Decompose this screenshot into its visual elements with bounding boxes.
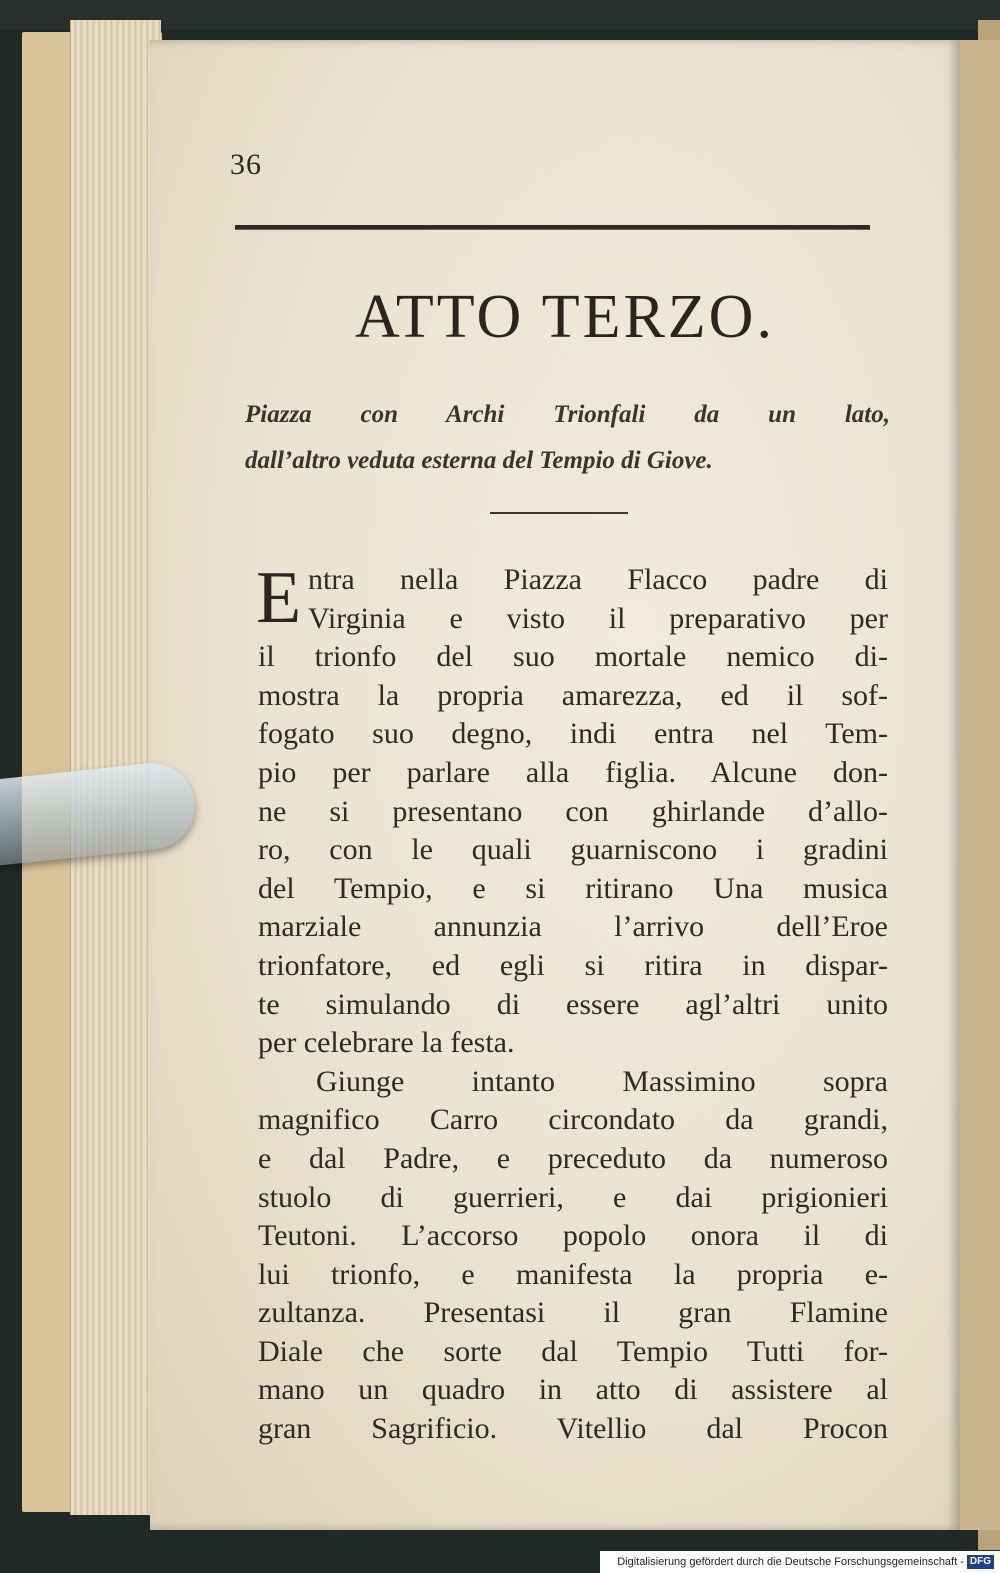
text-line: pio per parlare alla figlia. Alcune don- [258,755,888,789]
text-line: Diale che sorte dal Tempio Tutti for- [258,1334,888,1368]
text-line: Teutoni. L’accorso popolo onora il di [258,1219,888,1253]
text-line: stuolo di guerrieri, e dai prigionieri [258,1180,888,1214]
text-line: ro, con le quali guarniscono i gradini [258,833,888,867]
text-line: magnifico Carro circondato da grandi, [258,1103,888,1137]
scene-line: dall’altro veduta esterna del Tempio di Giove. [245,447,713,474]
text-line: ne si presentano con ghirlande d’allo- [258,794,888,828]
dfg-logo: DFG [967,1555,994,1569]
text-line: trionfatore, ed egli si ritira in dispar- [258,948,888,982]
scene-line: Piazza con Archi Trionfali da un lato, [245,401,890,428]
text-line: per celebrare la festa. [258,1026,515,1060]
text-line: del Tempio, e si ritirano Una musica [258,871,888,905]
text-line: zultanza. Presentasi il gran Flamine [258,1296,888,1330]
text-line: fogato suo degno, indi entra nel Tem- [258,717,888,751]
footer-text: Digitalisierung gefördert durch die Deutsche Forschungsgemeinschaft - [617,1556,964,1568]
text-line: te simulando di essere agl’altri unito [258,987,888,1021]
digitization-footer [600,1551,1000,1573]
section-divider [490,512,628,514]
text-line: Giunge intanto Massimino sopra [316,1064,888,1098]
drop-cap: E [256,557,302,639]
text-line: mano un quadro in atto di assistere al [258,1373,888,1407]
header-rule [235,225,870,230]
stage-directions [256,557,888,1449]
scene-description [245,392,890,484]
text-line: lui trionfo, e manifesta la propria e- [258,1257,888,1291]
text-line: mostra la propria amarezza, ed il sof- [258,678,888,712]
text-line: ntra nella Piazza Flacco padre di [308,563,888,596]
act-title: ATTO TERZO. [355,283,775,351]
text-line: e dal Padre, e preceduto da numeroso [258,1141,888,1175]
page-number: 36 [230,148,262,181]
text-line: marziale annunzia l’arrivo dell’Eroe [258,910,888,944]
text-line: Virginia e visto il preparativo per [308,601,888,635]
text-line: il trionfo del suo mortale nemico di- [258,640,888,674]
text-line: gran Sagrificio. Vitellio dal Procon [258,1412,888,1446]
